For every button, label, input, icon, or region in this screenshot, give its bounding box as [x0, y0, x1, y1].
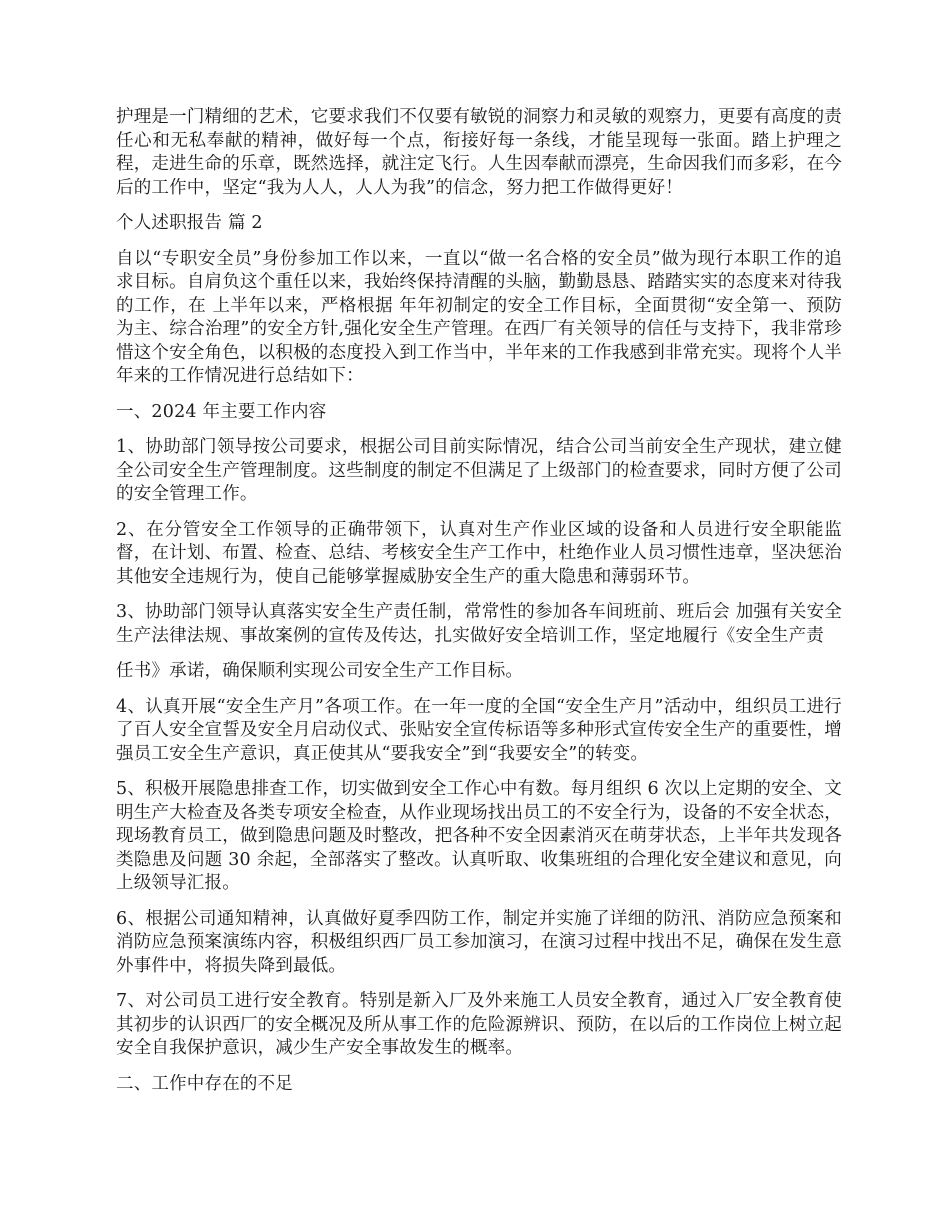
paragraph-item-6: 6、根据公司通知精神，认真做好夏季四防工作，制定并实施了详细的防汛、消防应急预案和消防应急预案演练内容，积极组织西厂员工参加演习，在演习过程中找出不足，确保在发生意外事件中，将损失降到最低。: [116, 908, 842, 976]
paragraph-item-7: 7、对公司员工进行安全教育。特别是新入厂及外来施工人员安全教育，通过入厂安全教育使其初步的认识西厂的安全概况及所从事工作的危险源辨识、预防，在以后的工作岗位上树立起安全自我保护意识，减少生产安全事故发生的概率。: [116, 991, 842, 1058]
paragraph-item-1: 1、协助部门领导按公司要求，根据公司目前实际情况，结合公司当前安全生产现状，建立健全公司安全生产管理制度。这些制度的制定不但满足了上级部门的检查要求，同时方便了公司的安全管理工作。: [116, 437, 842, 504]
paragraph-item-4: 4、认真开展“安全生产月”各项工作。在一年一度的全国“安全生产月”活动中，组织员工进行了百人安全宣誓及安全月启动仪式、张贴安全宣传标语等多种形式宣传安全生产的重要性，增强员工安全生产意识，真正使其从“要我安全”到“我要安全”的转变。: [116, 696, 842, 764]
document-body: [116, 106, 842, 1108]
paragraph-intro: 自以“专职安全员”身份参加工作以来，一直以“做一名合格的安全员”做为现行本职工作的追求目标。自肩负这个重任以来，我始终保持清醒的头脑，勤勤恳恳、踏踏实实的态度来对待我的工作，在 上半年以来，严格根据 年年初制定的安全工作目标，全面贯彻“安全第一、预防为主、综合治理”的安全方针,强化安全生产管理。在西厂有关领导的信任与支持下，我非常珍惜这个安全角色，以积极的态度投入到工作当中，半年来的工作我感到非常充实。现将个人半年来的工作情况进行总结如下：: [116, 248, 842, 386]
paragraph-item-2: 2、在分管安全工作领导的正确带领下，认真对生产作业区域的设备和人员进行安全职能监督，在计划、布置、检查、总结、考核安全生产工作中，杜绝作业人员习惯性违章，坚决惩治其他安全违规行为，使自己能够掌握威胁安全生产的重大隐患和薄弱环节。: [116, 519, 842, 587]
paragraph-item-5: 5、积极开展隐患排查工作，切实做到安全工作心中有数。每月组织 6 次以上定期的安全、文明生产大检查及各类专项安全检查，从作业现场找出员工的不安全行为，设备的不安全状态，现场教育员工，做到隐患问题及时整改，把各种不安全因素消灭在萌芽状态，上半年共发现各类隐患及问题 30 余起，全部落实了整改。认真听取、收集班组的合理化安全建议和意见，向上级领导汇报。: [116, 779, 842, 893]
paragraph-nursing-conclusion: 护理是一门精细的艺术，它要求我们不仅要有敏锐的洞察力和灵敏的观察力，更要有高度的责任心和无私奉献的精神，做好每一个点，衔接好每一条线，才能呈现每一张面。踏上护理之程，走进生命的乐章，既然选择，就注定飞行。人生因奉献而漂亮，生命因我们而多彩，在今后的工作中，坚定“我为人人，人人为我”的信念，努力把工作做得更好！: [116, 107, 842, 198]
heading-shortcomings: 二、工作中存在的不足: [116, 1073, 293, 1094]
paragraph-item-3-continued: 任书》承诺，确保顺利实现公司安全生产工作目标。: [116, 661, 524, 681]
paragraph-item-3: 3、协助部门领导认真落实安全生产责任制，常常性的参加各车间班前、班后会 加强有关安全生产法律法规、事故案例的宣传及传达，扎实做好安全培训工作，坚定地履行《安全生产责: [116, 602, 842, 646]
heading-main-work: 一、2024 年主要工作内容: [116, 401, 327, 422]
section-title-report-2: 个人述职报告 篇 2: [116, 213, 263, 233]
